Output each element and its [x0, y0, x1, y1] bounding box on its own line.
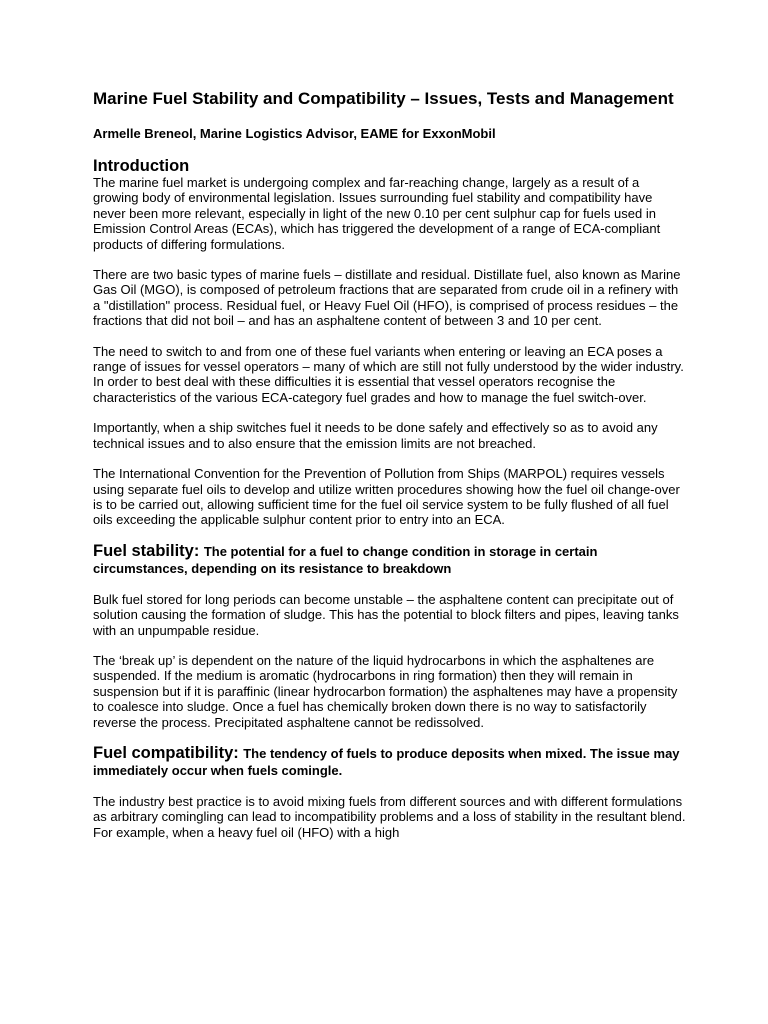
compatibility-paragraph-1: The industry best practice is to avoid mixing fuels from different sources and with different formulations as arbitrary comingling can lead to incompatibility problems and a loss of stability in the resultant blend. For example, when a heavy fuel oil (HFO) with a high: [93, 793, 686, 840]
fuel-compatibility-heading: [93, 745, 688, 779]
stability-paragraph-2: The ‘break up’ is dependent on the nature of the liquid hydrocarbons in which the asphaltenes are suspended. If the medium is aromatic (hydrocarbons in ring formation) then they will remain in suspension but if it is paraffinic (linear hydrocarbon formation) the asphaltenes may have a propensity to coalesce into sludge. Once a fuel has chemically broken down there is no way to satisfactorily reverse the process. Precipitated asphaltene cannot be redissolved.: [93, 652, 678, 730]
stability-paragraph-1: Bulk fuel stored for long periods can become unstable – the asphaltene content can precipitate out of solution causing the formation of sludge. This has the potential to block filters and pipes, leaving tanks with an unpumpable residue.: [93, 591, 679, 638]
intro-paragraph-2: There are two basic types of marine fuels – distillate and residual. Distillate fuel, also known as Marine Gas Oil (MGO), is composed of petroleum fractions that are separated from crude oil in a refinery with a "distillation" process. Residual fuel, or Heavy Fuel Oil (HFO), is comprised of process residues – the fractions that did not boil – and has an asphaltene content of between 3 and 10 per cent.: [93, 267, 681, 329]
fuel-compatibility-subtitle: The tendency of fuels to produce deposits when mixed. The issue may immediately occur when fuels comingle.: [93, 745, 680, 778]
fuel-stability-heading: [93, 543, 688, 577]
fuel-stability-title: Fuel stability:: [93, 541, 200, 560]
fuel-compatibility-title: Fuel compatibility:: [93, 743, 239, 762]
fuel-stability-subtitle: The potential for a fuel to change condition in storage in certain circumstances, depending on its resistance to breakdown: [93, 543, 598, 576]
introduction-heading: Introduction: [93, 157, 190, 175]
author-line: Armelle Breneol, Marine Logistics Advisor, EAME for ExxonMobil: [93, 126, 496, 141]
document-title: Marine Fuel Stability and Compatibility – Issues, Tests and Management: [93, 89, 674, 108]
intro-paragraph-3: The need to switch to and from one of these fuel variants when entering or leaving an ECA poses a range of issues for vessel operators – many of which are still not fully understood by the wider industry. In order to best deal with these difficulties it is essential that vessel operators recognise the characteristics of the various ECA-category fuel grades and how to manage the fuel switch-over.: [93, 343, 684, 405]
intro-paragraph-1: The marine fuel market is undergoing complex and far-reaching change, largely as a result of a growing body of environmental legislation. Issues surrounding fuel stability and compatibility have never been more relevant, especially in light of the new 0.10 per cent sulphur cap for fuels used in Emission Control Areas (ECAs), which has triggered the development of a range of ECA-compliant products of differing formulations.: [93, 175, 661, 252]
intro-paragraph-4: Importantly, when a ship switches fuel it needs to be done safely and effectively so as to avoid any technical issues and to also ensure that the emission limits are not breached.: [93, 420, 658, 451]
intro-paragraph-5: The International Convention for the Prevention of Pollution from Ships (MARPOL) requires vessels using separate fuel oils to develop and utilize written procedures showing how the fuel oil change-over is to be carried out, allowing sufficient time for the fuel oil service system to be fully flushed of all fuel oils exceeding the applicable sulphur content prior to entry into an ECA.: [93, 466, 680, 528]
